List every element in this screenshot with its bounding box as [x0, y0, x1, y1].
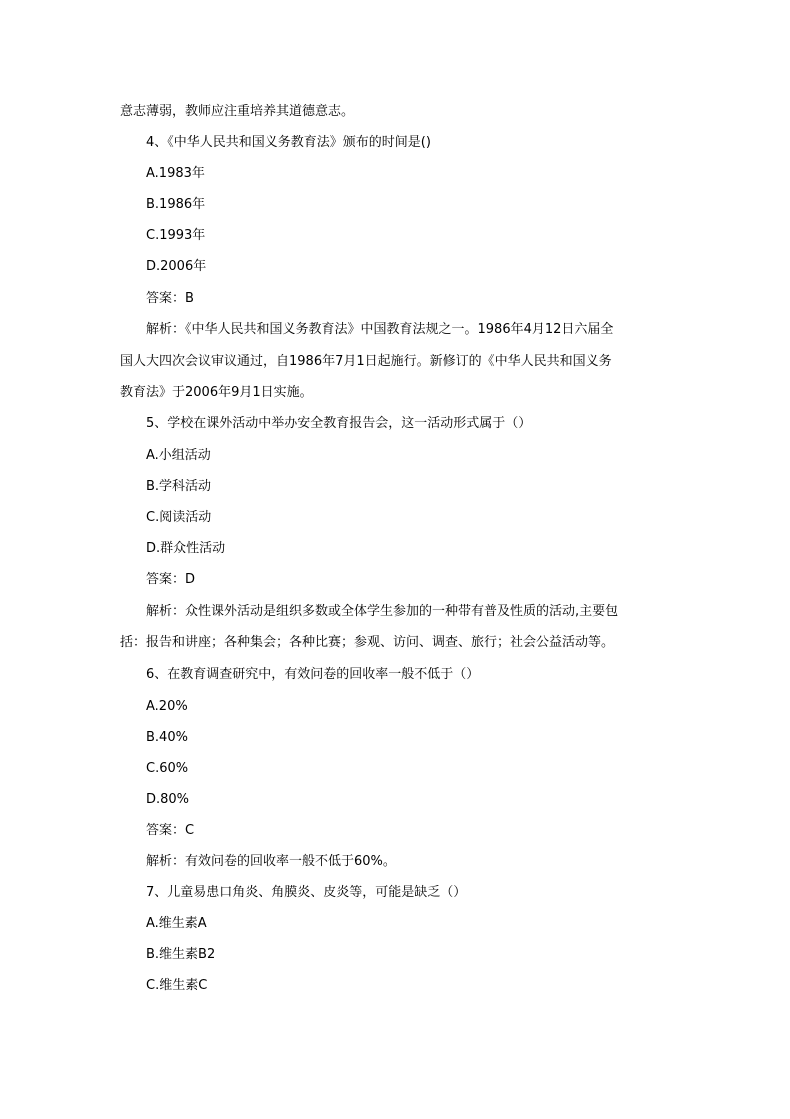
- question-6-option-a: A.20%: [146, 699, 188, 714]
- question-5-option-a: A.小组活动: [146, 448, 211, 463]
- question-5-stem: 5、学校在课外活动中举办安全教育报告会，这一活动形式属于（）: [146, 416, 532, 431]
- question-6-explanation: 解析：有效问卷的回收率一般不低于60%。: [146, 854, 396, 869]
- question-5-option-d: D.群众性活动: [146, 541, 226, 556]
- question-7-option-c: C.维生素C: [146, 978, 208, 993]
- question-4-explanation-line-3: 教育法》于2006年9月1日实施。: [120, 385, 313, 400]
- question-4-option-b: B.1986年: [146, 197, 206, 212]
- question-6-option-c: C.60%: [146, 761, 189, 776]
- question-6-stem: 6、在教育调查研究中，有效问卷的回收率一般不低于（）: [146, 667, 480, 682]
- question-7-option-a: A.维生素A: [146, 916, 207, 931]
- question-4-option-a: A.1983年: [146, 166, 205, 181]
- question-4-explanation-line-2: 国人大四次会议审议通过，自1986年7月1日起施行。新修订的《中华人民共和国义务: [120, 354, 612, 369]
- question-4-stem: 4、《中华人民共和国义务教育法》颁布的时间是(): [146, 135, 431, 150]
- question-4-explanation-line-1: 解析：《中华人民共和国义务教育法》中国教育法规之一。1986年4月12日六届全: [146, 322, 614, 337]
- question-5-answer: 答案：D: [146, 572, 196, 587]
- question-7-option-b: B.维生素B2: [146, 947, 216, 962]
- question-6-option-d: D.80%: [146, 792, 190, 807]
- question-4-option-d: D.2006年: [146, 259, 207, 274]
- question-5-explanation-line-1: 解析：众性课外活动是组织多数或全体学生参加的一种带有普及性质的活动,主要包: [146, 604, 619, 619]
- paragraph-continuation: 意志薄弱，教师应注重培养其道德意志。: [120, 104, 355, 119]
- question-7-stem: 7、儿童易患口角炎、角膜炎、皮炎等，可能是缺乏（）: [146, 885, 467, 900]
- question-5-explanation-line-2: 括：报告和讲座；各种集会；各种比赛；参观、访问、调查、旅行；社会公益活动等。: [120, 635, 615, 650]
- question-5-option-b: B.学科活动: [146, 479, 212, 494]
- question-6-answer: 答案：C: [146, 823, 195, 838]
- question-4-option-c: C.1993年: [146, 228, 206, 243]
- question-6-option-b: B.40%: [146, 730, 188, 745]
- question-5-option-c: C.阅读活动: [146, 510, 212, 525]
- question-4-answer: 答案：B: [146, 291, 194, 306]
